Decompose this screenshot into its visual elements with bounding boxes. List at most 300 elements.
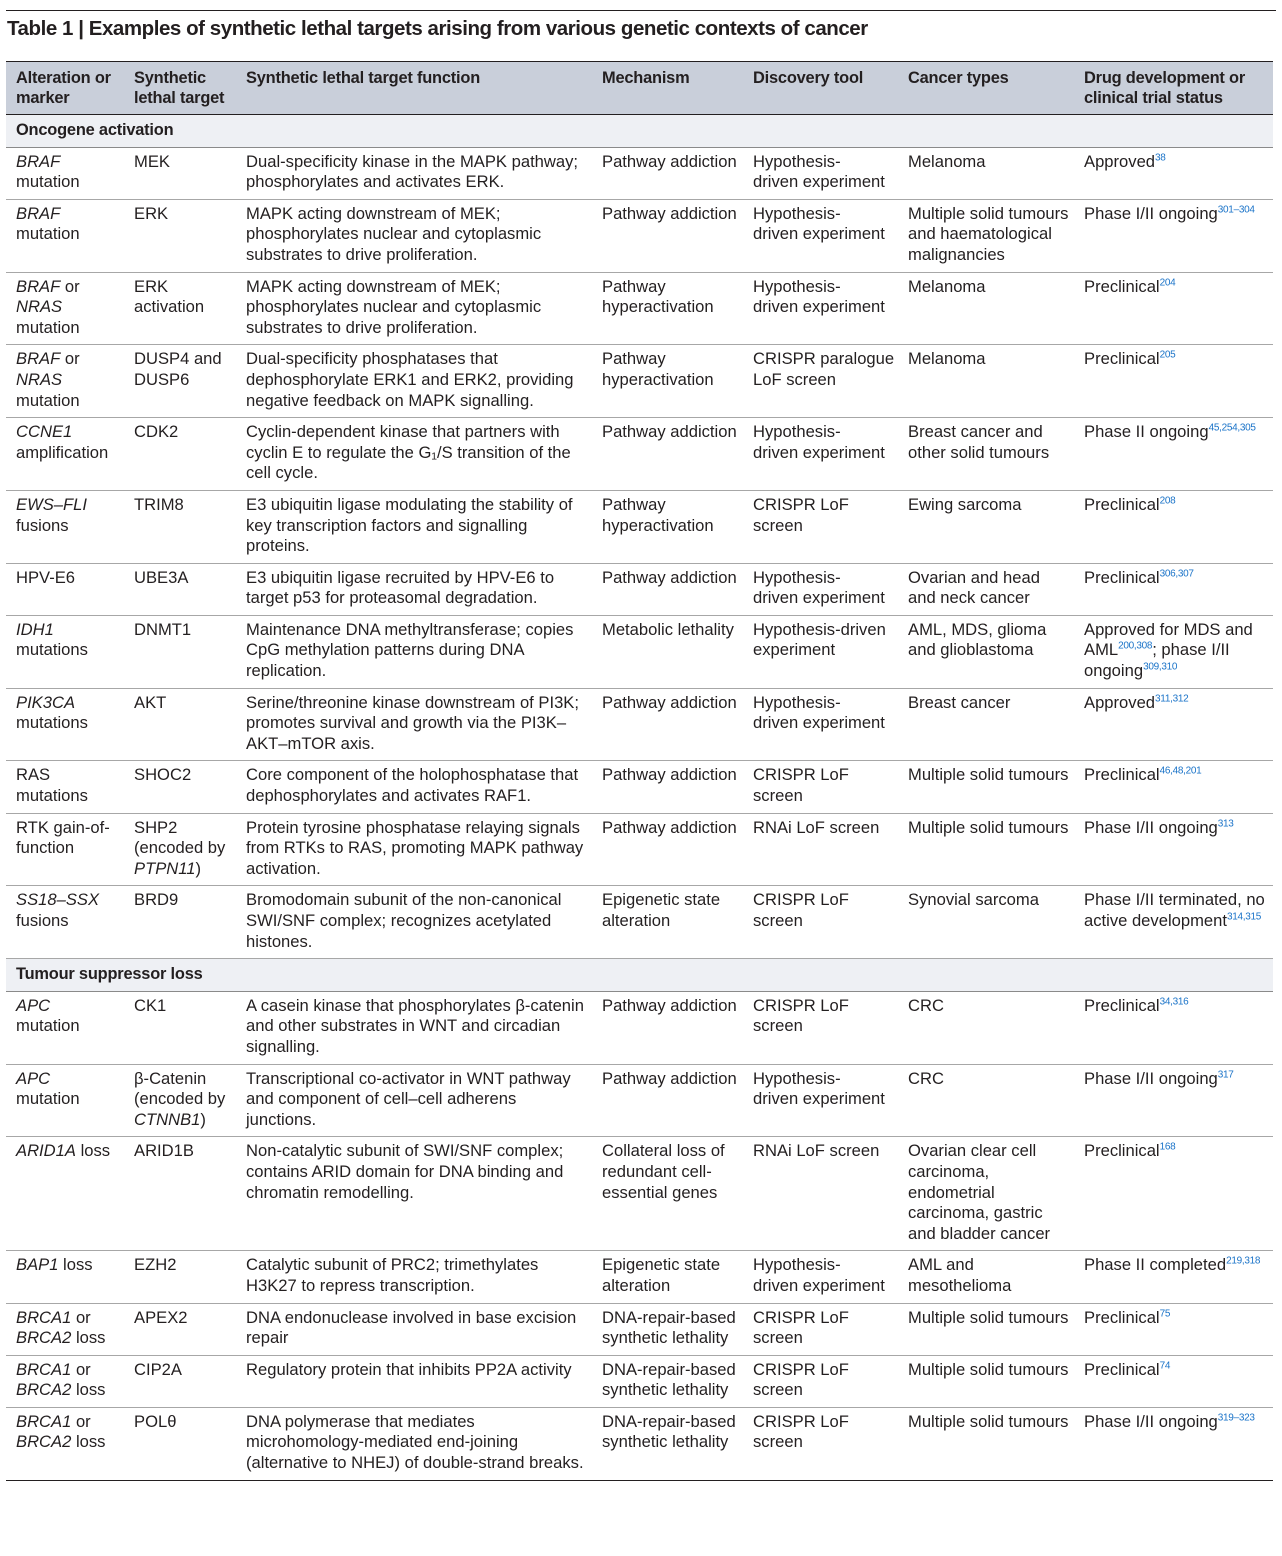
table-row [6, 1355, 1273, 1407]
mechanism-text: Pathway hyperactivation [602, 349, 714, 389]
cell-alteration [6, 1251, 124, 1303]
section-title: Oncogene activation [6, 115, 1273, 148]
discovery-tool-text: Hypothesis- driven experiment [753, 151, 885, 192]
alteration-part: BRAF [16, 203, 61, 223]
reference-link: 46,48,201 [1159, 765, 1202, 777]
cell-target [124, 886, 236, 959]
function-text: Non-catalytic subunit of SWI/SNF complex; contains ARID domain for DNA binding and chromatin remodelling. [246, 1141, 564, 1202]
cell-alteration [6, 147, 124, 199]
cell-alteration [6, 563, 124, 615]
target-part: ERK [134, 203, 169, 223]
cell-function [236, 1355, 592, 1407]
alteration-part: mutation [16, 1089, 80, 1109]
status-text: Phase I/II ongoing [1084, 203, 1218, 223]
reference-link: 311,312 [1155, 693, 1189, 705]
table-row [6, 1064, 1273, 1137]
cell-function [236, 563, 592, 615]
cell-status [1074, 1355, 1273, 1407]
cell-mechanism [592, 1303, 743, 1355]
cell-status [1074, 813, 1273, 886]
discovery-tool-text: Hypothesis- driven experiment [753, 422, 885, 462]
status-text: Approved [1084, 692, 1156, 712]
reference-link: 309,310 [1143, 661, 1178, 673]
mechanism-text: DNA-repair-based synthetic lethality [602, 1359, 736, 1400]
alteration-part: BRCA1 [16, 1307, 72, 1327]
cell-status [1074, 199, 1273, 272]
table-row [6, 615, 1273, 688]
function-text: DNA endonuclease involved in base excision repair [246, 1307, 577, 1348]
cell-cancer-types [898, 886, 1074, 959]
reference-link: 319–323 [1217, 1412, 1255, 1424]
cell-status [1074, 418, 1273, 491]
cell-target [124, 345, 236, 418]
cell-status [1074, 1064, 1273, 1137]
cell-discovery-tool [743, 615, 898, 688]
cell-discovery-tool [743, 418, 898, 491]
cancer-types-text: Breast cancer [908, 692, 1011, 712]
cell-cancer-types [898, 345, 1074, 418]
function-text: Maintenance DNA methyltransferase; copies CpG methylation patterns during DNA replication. [246, 619, 574, 681]
cancer-types-text: CRC [908, 995, 944, 1015]
cell-discovery-tool [743, 991, 898, 1064]
cell-discovery-tool [743, 199, 898, 272]
function-text: Protein tyrosine phosphatase relaying signals from RTKs to RAS, promoting MAPK pathway activation. [246, 817, 584, 878]
cell-mechanism [592, 1064, 743, 1137]
header-mechanism: Mechanism [592, 62, 743, 115]
cell-target [124, 761, 236, 813]
target-part: CK1 [134, 995, 167, 1015]
target-part: SHOC2 [134, 765, 192, 785]
table-row [6, 1303, 1273, 1355]
alteration-part: BAP1 [16, 1255, 59, 1275]
cell-status [1074, 886, 1273, 959]
cell-mechanism [592, 345, 743, 418]
cell-alteration [6, 418, 124, 491]
status-text: Approved for MDS and AML [1084, 619, 1253, 660]
cell-target [124, 563, 236, 615]
table-row [6, 886, 1273, 959]
function-text: E3 ubiquitin ligase recruited by HPV-E6 to target p53 for proteasomal degradation. [246, 567, 555, 608]
alteration-part: mutation [16, 172, 80, 192]
alteration-part: mutation [16, 1016, 80, 1036]
reference-link: 317 [1217, 1069, 1234, 1081]
alteration-part: BRCA2 [16, 1380, 72, 1400]
cancer-types-text: Melanoma [908, 151, 986, 171]
cell-function [236, 886, 592, 959]
cell-cancer-types [898, 563, 1074, 615]
cell-target [124, 1137, 236, 1251]
status-text: Preclinical [1084, 349, 1160, 369]
header-alteration: Alteration or marker [6, 62, 124, 115]
function-text: Cyclin-dependent kinase that partners with cyclin E to regulate the G₁/S transition of the cell cycle. [246, 422, 571, 483]
cell-discovery-tool [743, 1407, 898, 1480]
mechanism-text: Pathway addiction [602, 422, 737, 442]
table-row [6, 272, 1273, 345]
status-text: Phase I/II ongoing [1084, 817, 1218, 837]
cell-mechanism [592, 147, 743, 199]
reference-link: 208 [1159, 495, 1176, 507]
cancer-types-text: Ewing sarcoma [908, 494, 1022, 514]
cell-alteration [6, 199, 124, 272]
alteration-part: loss [71, 1328, 106, 1348]
target-part: TRIM8 [134, 494, 184, 514]
discovery-tool-text: CRISPR paralogue LoF screen [753, 349, 895, 389]
cell-cancer-types [898, 1355, 1074, 1407]
status-text: Preclinical [1084, 494, 1160, 514]
cancer-types-text: AML, MDS, glioma and glioblastoma [908, 619, 1047, 660]
target-part: POLθ [134, 1411, 177, 1431]
cell-cancer-types [898, 615, 1074, 688]
discovery-tool-text: RNAi LoF screen [753, 1141, 880, 1161]
cell-target [124, 418, 236, 491]
cancer-types-text: Ovarian clear cell carcinoma, endometrial carcinoma, gastric and bladder cancer [908, 1141, 1051, 1243]
cell-cancer-types [898, 490, 1074, 563]
alteration-part: SS18–SSX [16, 890, 100, 910]
alteration-part: NRAS [16, 297, 63, 317]
mechanism-text: Pathway hyperactivation [602, 276, 714, 317]
target-part: ) [195, 858, 202, 878]
mechanism-text: Pathway addiction [602, 567, 737, 587]
alteration-part: fusions [16, 515, 69, 535]
cell-target [124, 615, 236, 688]
mechanism-text: Pathway addiction [602, 995, 737, 1015]
header-target: Synthetic lethal target [124, 62, 236, 115]
status-text: Phase II ongoing [1084, 422, 1209, 442]
mechanism-text: DNA-repair-based synthetic lethality [602, 1307, 736, 1348]
target-part: ) [200, 1109, 206, 1129]
table-row [6, 1137, 1273, 1251]
reference-link: 200,308 [1118, 640, 1153, 652]
table-row [6, 490, 1273, 563]
alteration-part: BRAF [16, 349, 61, 369]
cell-status [1074, 1407, 1273, 1480]
alteration-part: BRCA1 [16, 1359, 72, 1379]
mechanism-text: Pathway hyperactivation [602, 494, 714, 535]
cancer-types-text: Synovial sarcoma [908, 890, 1039, 910]
table-row [6, 1407, 1273, 1480]
function-text: Serine/threonine kinase downstream of PI3K; promotes survival and growth via the PI3K–AKT–mTOR axis. [246, 692, 579, 753]
alteration-part: loss [75, 1141, 111, 1161]
reference-link: 219,318 [1226, 1255, 1261, 1267]
discovery-tool-text: Hypothesis-driven experiment [753, 619, 886, 660]
alteration-part: ARID1A [16, 1141, 76, 1161]
section-row [6, 959, 1273, 992]
header-cancer-types: Cancer types [898, 62, 1074, 115]
cell-discovery-tool [743, 761, 898, 813]
status-text: Preclinical [1084, 995, 1160, 1015]
cell-discovery-tool [743, 1355, 898, 1407]
target-part: APEX2 [134, 1307, 188, 1327]
discovery-tool-text: Hypothesis- driven experiment [753, 1255, 885, 1295]
target-part: PTPN11 [134, 858, 196, 878]
alteration-part: RTK gain-of- function [16, 817, 110, 858]
cell-target [124, 199, 236, 272]
mechanism-text: Pathway addiction [602, 692, 737, 712]
cell-discovery-tool [743, 1137, 898, 1251]
cell-status [1074, 615, 1273, 688]
alteration-part: or [71, 1411, 91, 1431]
cell-discovery-tool [743, 490, 898, 563]
cell-mechanism [592, 418, 743, 491]
cell-alteration [6, 1355, 124, 1407]
discovery-tool-text: CRISPR LoF screen [753, 995, 849, 1036]
status-text: Preclinical [1084, 276, 1160, 296]
cell-mechanism [592, 272, 743, 345]
discovery-tool-text: CRISPR LoF screen [753, 890, 849, 930]
cell-target [124, 1407, 236, 1480]
target-part: CIP2A [134, 1359, 182, 1379]
cell-discovery-tool [743, 1251, 898, 1303]
discovery-tool-text: CRISPR LoF screen [753, 1359, 849, 1400]
cell-discovery-tool [743, 147, 898, 199]
alteration-part: mutation [16, 224, 80, 244]
alteration-part: BRCA2 [16, 1328, 72, 1348]
alteration-part: mutations [16, 713, 88, 733]
alteration-part: APC [16, 1068, 51, 1088]
alteration-part: CCNE1 [16, 422, 73, 442]
table-row [6, 1251, 1273, 1303]
mechanism-text: Pathway addiction [602, 151, 737, 171]
cancer-types-text: AML and mesothelioma [908, 1255, 1012, 1295]
mechanism-text: Metabolic lethality [602, 619, 734, 639]
cell-alteration [6, 1137, 124, 1251]
cell-cancer-types [898, 761, 1074, 813]
cell-target [124, 1064, 236, 1137]
mechanism-text: Collateral loss of redundant cell-essential genes [602, 1141, 725, 1202]
header-discovery-tool: Discovery tool [743, 62, 898, 115]
function-text: Catalytic subunit of PRC2; trimethylates H3K27 to repress transcription. [246, 1255, 539, 1295]
cancer-types-text: Multiple solid tumours [908, 1307, 1069, 1327]
target-part: DNMT1 [134, 619, 192, 639]
status-text: Phase II completed [1084, 1255, 1227, 1275]
cell-target [124, 688, 236, 761]
cell-mechanism [592, 688, 743, 761]
mechanism-text: DNA-repair-based synthetic lethality [602, 1411, 736, 1452]
cell-mechanism [592, 563, 743, 615]
discovery-tool-text: CRISPR LoF screen [753, 1411, 849, 1452]
cell-discovery-tool [743, 688, 898, 761]
reference-link: 75 [1159, 1307, 1171, 1319]
cell-discovery-tool [743, 272, 898, 345]
table-row [6, 345, 1273, 418]
mechanism-text: Epigenetic state alteration [602, 1255, 721, 1295]
alteration-part: APC [16, 995, 51, 1015]
target-part: ARID1B [134, 1141, 194, 1161]
cell-mechanism [592, 1251, 743, 1303]
cell-status [1074, 688, 1273, 761]
cancer-types-text: Multiple solid tumours [908, 765, 1069, 785]
cell-function [236, 1303, 592, 1355]
cell-function [236, 813, 592, 886]
synthetic-lethal-table [6, 61, 1273, 1481]
status-text: Phase I/II ongoing [1084, 1411, 1218, 1431]
cancer-types-text: CRC [908, 1068, 944, 1088]
alteration-part: or [71, 1359, 91, 1379]
reference-link: 168 [1159, 1141, 1176, 1153]
status-text: Preclinical [1084, 567, 1160, 587]
table-row [6, 761, 1273, 813]
cell-mechanism [592, 199, 743, 272]
function-text: Dual-specificity phosphatases that dephosphorylate ERK1 and ERK2, providing negative feedback on MAPK signalling. [246, 349, 574, 410]
status-text: Preclinical [1084, 1307, 1160, 1327]
target-part: SHP2 (encoded by [134, 817, 226, 858]
cell-function [236, 1137, 592, 1251]
function-text: MAPK acting downstream of MEK; phosphorylates nuclear and cytoplasmic substrates to drive proliferation. [246, 276, 542, 337]
cell-status [1074, 1303, 1273, 1355]
alteration-part: EWS–FLI [16, 494, 88, 514]
target-part: CDK2 [134, 422, 179, 442]
status-text: Phase I/II ongoing [1084, 1068, 1218, 1088]
cell-discovery-tool [743, 886, 898, 959]
alteration-part: NRAS [16, 369, 63, 389]
cell-mechanism [592, 761, 743, 813]
cell-cancer-types [898, 1407, 1074, 1480]
alteration-part: loss [71, 1380, 106, 1400]
header-function: Synthetic lethal target function [236, 62, 592, 115]
target-part: EZH2 [134, 1255, 177, 1275]
cell-status [1074, 991, 1273, 1064]
alteration-part: IDH1 [16, 619, 54, 639]
cell-discovery-tool [743, 1303, 898, 1355]
reference-link: 38 [1155, 152, 1166, 164]
status-text: Preclinical [1084, 1359, 1160, 1379]
cell-alteration [6, 813, 124, 886]
status-text: Preclinical [1084, 1141, 1160, 1161]
cell-discovery-tool [743, 1064, 898, 1137]
cell-function [236, 1251, 592, 1303]
target-part: ERK activation [134, 276, 205, 317]
function-text: MAPK acting downstream of MEK; phosphorylates nuclear and cytoplasmic substrates to drive proliferation. [246, 203, 542, 264]
alteration-part: fusions [16, 911, 69, 930]
status-text: Preclinical [1084, 765, 1160, 785]
cell-target [124, 1251, 236, 1303]
cell-status [1074, 563, 1273, 615]
function-text: Regulatory protein that inhibits PP2A activity [246, 1359, 572, 1379]
reference-link: 74 [1159, 1360, 1171, 1372]
discovery-tool-text: Hypothesis- driven experiment [753, 276, 885, 317]
target-part: AKT [134, 692, 167, 712]
alteration-part: amplification [16, 442, 109, 462]
cell-cancer-types [898, 991, 1074, 1064]
function-text: A casein kinase that phosphorylates β-catenin and other substrates in WNT and circadian signalling. [246, 995, 584, 1056]
reference-link: 204 [1159, 277, 1176, 289]
mechanism-text: Epigenetic state alteration [602, 890, 721, 930]
cell-discovery-tool [743, 813, 898, 886]
discovery-tool-text: Hypothesis- driven experiment [753, 1068, 885, 1109]
cell-discovery-tool [743, 563, 898, 615]
cell-mechanism [592, 1137, 743, 1251]
cell-target [124, 490, 236, 563]
cancer-types-text: Multiple solid tumours [908, 817, 1069, 837]
target-part: UBE3A [134, 567, 189, 587]
cell-function [236, 199, 592, 272]
alteration-part: mutation [16, 317, 80, 337]
cell-alteration [6, 615, 124, 688]
target-part: MEK [134, 151, 170, 171]
cell-alteration [6, 991, 124, 1064]
discovery-tool-text: CRISPR LoF screen [753, 1307, 849, 1348]
cell-function [236, 345, 592, 418]
cancer-types-text: Multiple solid tumours [908, 1411, 1069, 1431]
mechanism-text: Pathway addiction [602, 765, 737, 785]
cell-function [236, 688, 592, 761]
alteration-part: loss [58, 1255, 93, 1275]
cell-function [236, 761, 592, 813]
cell-alteration [6, 272, 124, 345]
cell-mechanism [592, 991, 743, 1064]
status-text: Approved [1084, 151, 1156, 171]
cell-alteration [6, 345, 124, 418]
mechanism-text: Pathway addiction [602, 817, 737, 837]
cell-alteration [6, 886, 124, 959]
table-row [6, 418, 1273, 491]
cancer-types-text: Multiple solid tumours [908, 1359, 1069, 1379]
section-title: Tumour suppressor loss [6, 959, 1273, 992]
header-row [6, 62, 1273, 115]
function-text: Core component of the holophosphatase that dephosphorylates and activates RAF1. [246, 765, 579, 806]
table-row [6, 813, 1273, 886]
top-rule [6, 10, 1276, 11]
target-part: DUSP4 and DUSP6 [134, 349, 222, 389]
cell-target [124, 813, 236, 886]
function-text: Bromodomain subunit of the non-canonical SWI/SNF complex; recognizes acetylated histones. [246, 890, 562, 951]
cell-mechanism [592, 615, 743, 688]
cell-function [236, 147, 592, 199]
header-status: Drug development or clinical trial status [1074, 62, 1273, 115]
cell-alteration [6, 688, 124, 761]
cell-alteration [6, 490, 124, 563]
reference-link: 314,315 [1226, 911, 1262, 923]
alteration-part: loss [71, 1432, 106, 1452]
alteration-part: mutation [16, 390, 80, 410]
mechanism-text: Pathway addiction [602, 1068, 737, 1088]
alteration-part: RAS mutations [16, 765, 88, 806]
alteration-part: BRCA1 [16, 1411, 72, 1431]
cell-function [236, 418, 592, 491]
cell-mechanism [592, 1407, 743, 1480]
discovery-tool-text: Hypothesis- driven experiment [753, 567, 885, 608]
reference-link: 301–304 [1217, 204, 1255, 216]
cell-cancer-types [898, 1137, 1074, 1251]
cell-discovery-tool [743, 345, 898, 418]
cell-cancer-types [898, 1303, 1074, 1355]
function-text: E3 ubiquitin ligase modulating the stability of key transcription factors and signalling proteins. [246, 494, 573, 556]
function-text: DNA polymerase that mediates microhomology-mediated end-joining (alternative to NHEJ) of double-strand breaks. [246, 1411, 584, 1473]
cell-cancer-types [898, 147, 1074, 199]
reference-link: 205 [1159, 349, 1176, 361]
cell-mechanism [592, 813, 743, 886]
alteration-part: or [60, 276, 80, 296]
cell-cancer-types [898, 813, 1074, 886]
cancer-types-text: Ovarian and head and neck cancer [908, 567, 1040, 608]
reference-link: 306,307 [1159, 568, 1194, 580]
cell-target [124, 991, 236, 1064]
section-row [6, 115, 1273, 148]
reference-link: 313 [1217, 818, 1234, 830]
alteration-part: BRAF [16, 276, 61, 296]
cell-status [1074, 147, 1273, 199]
alteration-part: HPV-E6 [16, 567, 76, 587]
cell-status [1074, 345, 1273, 418]
cell-status [1074, 1137, 1273, 1251]
cell-function [236, 991, 592, 1064]
status-text: Phase I/II terminated, no active development [1084, 890, 1265, 930]
cell-cancer-types [898, 688, 1074, 761]
cell-status [1074, 1251, 1273, 1303]
cell-target [124, 1303, 236, 1355]
cell-cancer-types [898, 1251, 1074, 1303]
table-row [6, 199, 1273, 272]
